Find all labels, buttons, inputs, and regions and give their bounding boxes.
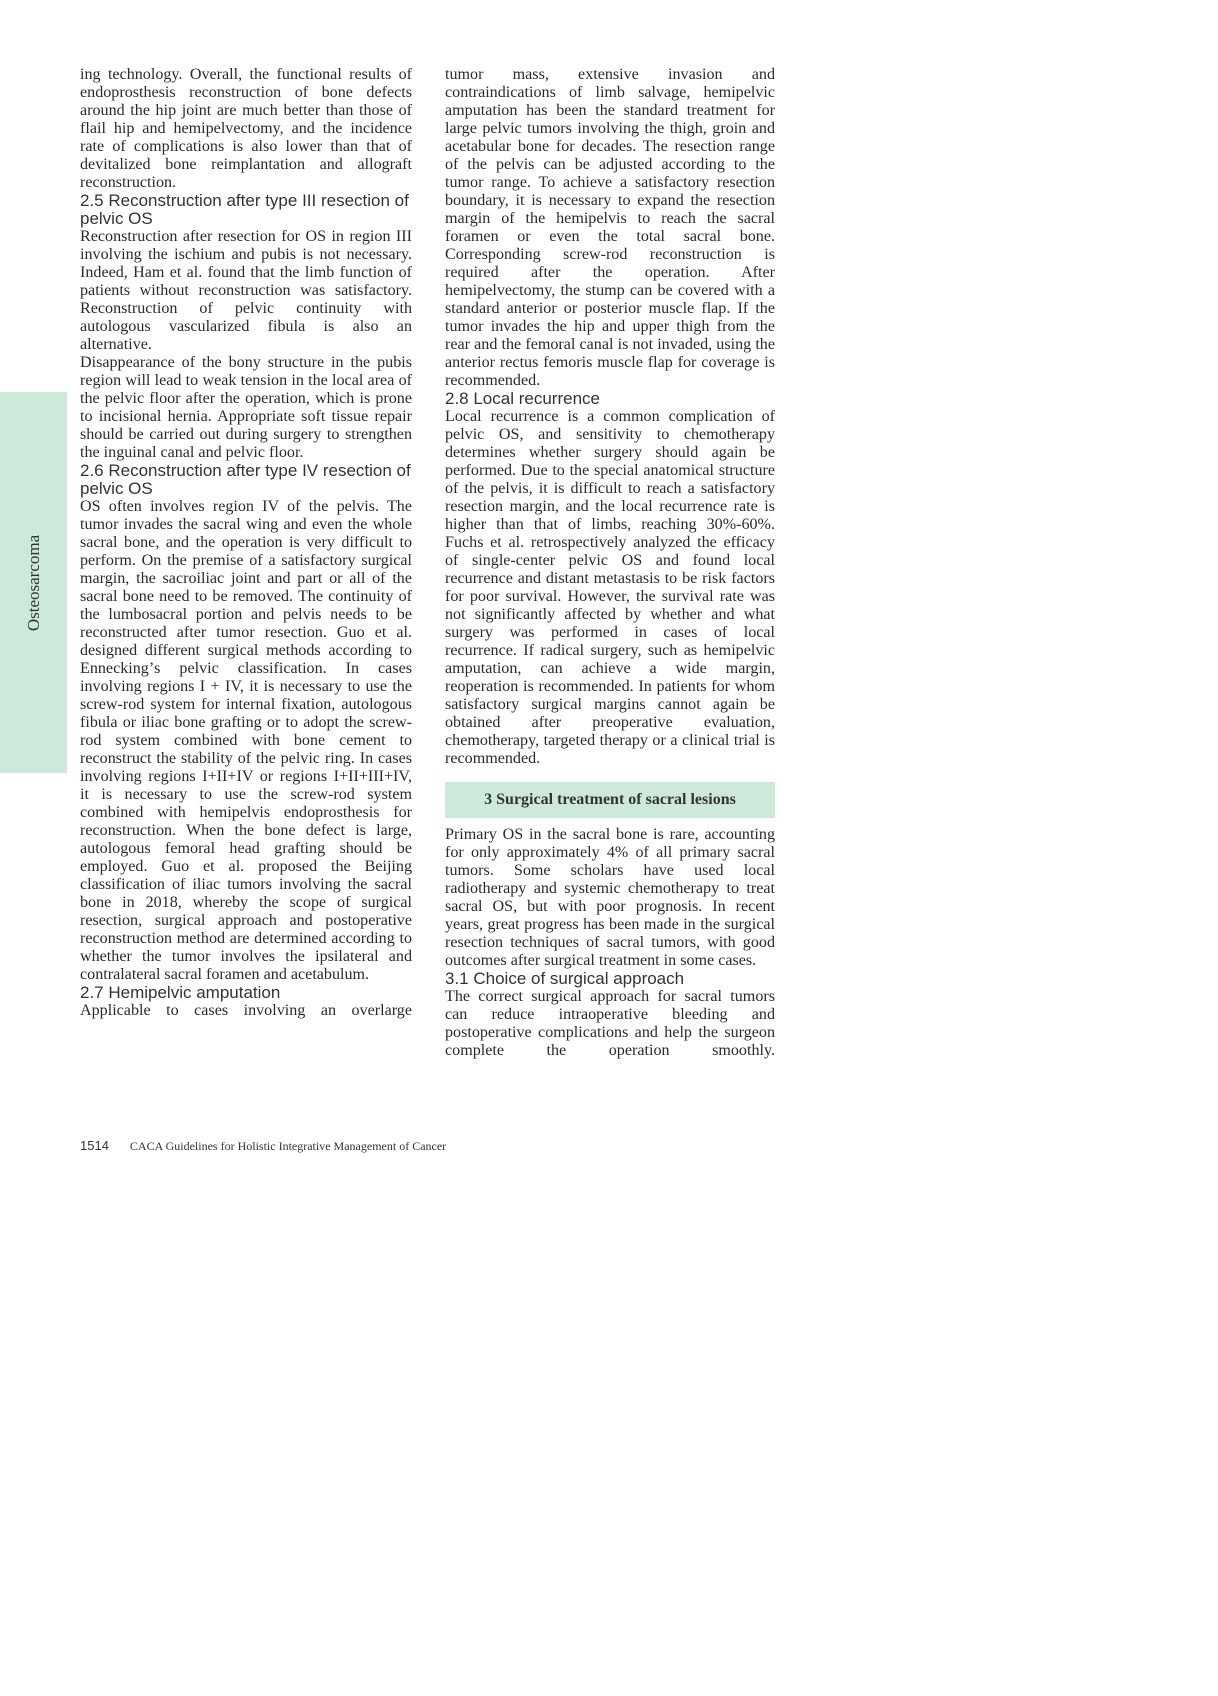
paragraph-intro: ing technology. Overall, the functional results of endoprosthesis reconstruction of bone defects around the hip joint are much better than those of flail hip and hemipelvectomy, and the incidence rate of complications is also lower than that of devitalized bone reimplantation and allograft reconstruction. xyxy=(80,66,412,191)
left-column xyxy=(80,66,412,1020)
paragraph-continued: tumor mass, extensive invasion and contraindications of limb salvage, hemipelvic amputation has been the standard treatment for large pelvic tumors involving the thigh, groin and acetabular bone for decades. The resection range of the pelvis can be adjusted according to the tumor range. To achieve a satisfactory resection boundary, it is necessary to expand the resection margin of the hemipelvis to reach the sacral foramen or even the total sacral bone. Corresponding screw-rod reconstruction is required after the operation. After hemipelvectomy, the stump can be covered with a standard anterior or posterior muscle flap. If the tumor invades the hip and upper thigh from the rear and the femoral canal is not invaded, using the anterior rectus femoris muscle flap for coverage is recommended. xyxy=(445,66,775,389)
paragraph-2-7: Applicable to cases involving an overlarge xyxy=(80,1002,412,1019)
heading-2-5: 2.5 Reconstruction after type III resection of pelvic OS xyxy=(80,191,409,228)
page-number: 1514 xyxy=(80,1138,109,1153)
paragraph-3-1: The correct surgical approach for sacral tumors can reduce intraoperative bleeding and postoperative complications and help the surgeon complete the operation smoothly. xyxy=(445,988,775,1059)
paragraph-2-5-a: Reconstruction after resection for OS in region III involving the ischium and pubis is not necessary. Indeed, Ham et al. found that the limb function of patients without reconstruction was satisfactory. Reconstruction of pelvic continuity with autologous vascularized fibula is also an alternative. xyxy=(80,228,412,353)
heading-2-6: 2.6 Reconstruction after type IV resection of pelvic OS xyxy=(80,461,411,498)
heading-2-8: 2.8 Local recurrence xyxy=(445,389,600,408)
paragraph-2-8: Local recurrence is a common complication of pelvic OS, and sensitivity to chemotherapy determines whether surgery should again be performed. Due to the special anatomical structure of the pelvis, it is difficult to reach a satisfactory resection margin, and the local recurrence rate is higher than that of limbs, reaching 30%-60%. Fuchs et al. retrospectively analyzed the efficacy of single-center pelvic OS and found local recurrence and distant metastasis to be risk factors for poor survival. However, the survival rate was not significantly affected by whether and what surgery was performed in cases of local recurrence. If radical surgery, such as hemipelvic amputation, can achieve a wide margin, reoperation is recommended. In patients for whom satisfactory surgical margins cannot again be obtained after preoperative evaluation, chemotherapy, targeted therapy or a clinical trial is recommended. xyxy=(445,408,775,767)
paragraph-2-5-b: Disappearance of the bony structure in the pubis region will lead to weak tension in the local area of the pelvic floor after the operation, which is prone to incisional hernia. Appropriate soft tissue repair should be carried out during surgery to strengthen the inguinal canal and pelvic floor. xyxy=(80,354,412,461)
paragraph-2-6: OS often involves region IV of the pelvis. The tumor invades the sacral wing and even the whole sacral bone, and the operation is very difficult to perform. On the premise of a satisfactory surgical margin, the sacroiliac joint and part or all of the sacral bone need to be removed. The continuity of the lumbosacral portion and pelvis needs to be reconstructed after tumor resection. Guo et al. designed different surgical methods according to Enneckingʼs pelvic classification. In cases involving regions I + IV, it is necessary to use the screw-rod system for internal fixation, autologous fibula or iliac bone grafting or to adopt the screw-rod system combined with bone cement to reconstruct the stability of the pelvic ring. In cases involving regions I+II+IV or regions I+II+III+IV, it is necessary to use the screw-rod system combined with hemipelvis endoprosthesis for reconstruction. When the bone defect is large, autologous femoral head grafting should be employed. Guo et al. proposed the Beijing classification of iliac tumors involving the sacral bone in 2018, whereby the scope of surgical resection, surgical approach and postoperative reconstruction method are determined according to whether the tumor involves the ipsilateral and contralateral sacral foramen and acetabulum. xyxy=(80,498,412,983)
paragraph-3: Primary OS in the sacral bone is rare, accounting for only approximately 4% of all primary sacral tumors. Some scholars have used local radiotherapy and systemic chemotherapy to treat sacral OS, but with poor prognosis. In recent years, great progress has been made in the surgical resection techniques of sacral tumors, with good outcomes after surgical treatment in some cases. xyxy=(445,826,775,969)
section-side-tab xyxy=(0,392,67,773)
heading-2-7: 2.7 Hemipelvic amputation xyxy=(80,983,281,1002)
heading-3-1: 3.1 Choice of surgical approach xyxy=(445,969,685,988)
right-column xyxy=(445,66,775,1060)
journal-title: CACA Guidelines for Holistic Integrative Management of Cancer xyxy=(129,1139,447,1153)
side-tab-label: Osteosarcoma xyxy=(23,534,43,631)
section-heading-3: 3 Surgical treatment of sacral lesions xyxy=(445,782,775,818)
page-footer xyxy=(80,1138,446,1154)
